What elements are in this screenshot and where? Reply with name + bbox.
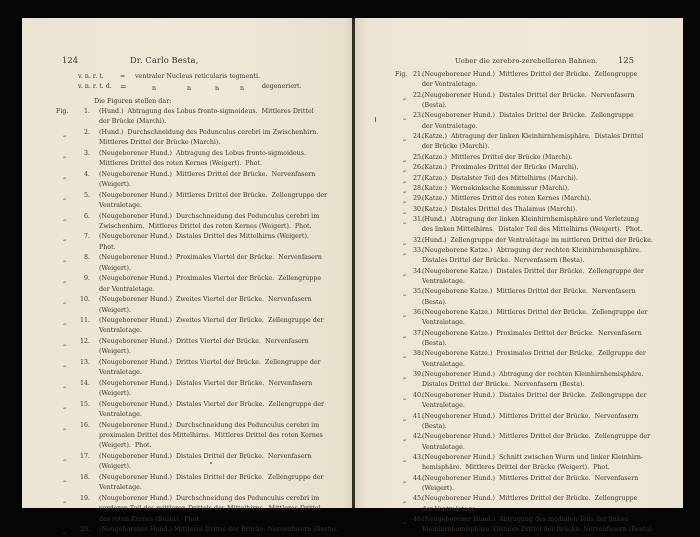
figure-mark: „ bbox=[403, 455, 407, 463]
figure-number: 8. bbox=[83, 254, 90, 262]
figure-caption-line: (Weigert). Phot. bbox=[99, 442, 152, 450]
figure-number: 9. bbox=[83, 275, 90, 283]
figure-caption-line: (Katze.) Mittleres Drittel des roten Kernes (Marchi). bbox=[422, 195, 592, 203]
figure-caption-line: vorderen Teil des mittleren Drittels des Mittelhirns. Mittleres Drittel bbox=[99, 505, 321, 513]
figure-caption-line: (Neugeborener Hund.) Distales Drittel der Brücke. Zellengruppe der bbox=[99, 473, 324, 481]
figure-caption-line: der Brücke (Marchi). bbox=[422, 143, 490, 151]
figure-caption-line: (Neugeborene Katze.) Mittleres Drittel der Brücke. Nervenfasern bbox=[422, 288, 636, 296]
figure-caption-line: (Katze.) Wernekinksche Kommissur (Marchi). bbox=[422, 184, 570, 192]
figure-mark: „ bbox=[63, 496, 67, 504]
figure-number: 17. bbox=[79, 452, 90, 460]
figure-caption-line: der Brücke (Marchi). bbox=[99, 118, 167, 126]
figure-mark: „ bbox=[403, 393, 407, 401]
figure-mark: „ bbox=[63, 130, 67, 138]
figure-number: 38. bbox=[412, 350, 423, 358]
figure-caption-line: (Weigert). bbox=[99, 306, 131, 314]
figure-caption-line: (Neugeborener Hund.) Distales Viertel der Brücke. Nervenfasern bbox=[99, 379, 313, 387]
running-head: Dr. Carlo Besta, bbox=[130, 55, 199, 65]
figure-number: 25. bbox=[412, 153, 423, 161]
figure-mark: „ bbox=[63, 172, 67, 180]
figure-number: 15. bbox=[79, 400, 90, 408]
figure-caption-line: proximalen Drittel des Mittelhirns. Mittleres Drittel des roten Kernes bbox=[99, 431, 323, 439]
figure-caption-line: Ventraletage. bbox=[99, 202, 142, 210]
figure-caption-line: (Besta). bbox=[422, 298, 447, 306]
figure-mark: „ bbox=[63, 360, 67, 368]
figure-mark: „ bbox=[403, 93, 407, 101]
figure-caption-line: (Neugeborene Katze.) Proximales Drittel der Brücke. Zellgruppe der bbox=[422, 350, 646, 358]
figure-mark: Fig. bbox=[395, 71, 408, 78]
figure-caption-line: (Neugeborener Hund.) Proximales Viertel der Brücke. Zellengruppe bbox=[99, 275, 322, 283]
figure-caption-line: (Weigert). bbox=[99, 348, 131, 356]
speck bbox=[375, 117, 376, 122]
figure-mark: „ bbox=[403, 238, 407, 246]
figure-number: 16. bbox=[79, 421, 90, 429]
figure-caption-line: (Neugeborener Hund.) Abtragung des Lobus fronto-sigmoideus. bbox=[99, 149, 307, 157]
figure-caption-line: (Neugeborener Hund.) Durchschneidung des Pedunculus cerebri im bbox=[99, 421, 320, 429]
figure-number: 24. bbox=[412, 133, 423, 141]
figure-caption-line: Distales Drittel der Brücke. Nervenfasern (Besta). bbox=[422, 257, 585, 265]
figure-number: 32. bbox=[412, 236, 423, 244]
figure-caption-line: (Katze.) Abtragung der linken Kleinhirnhemisphäre. Distales Drittel bbox=[422, 133, 644, 141]
figure-caption-line: hemisphäre. Mittleres Drittel der Brücke (Weigert). Phot. bbox=[422, 464, 610, 472]
abbreviation-label: v. n. r. t. bbox=[78, 73, 104, 80]
figure-mark: „ bbox=[63, 151, 67, 159]
figure-number: 42. bbox=[412, 433, 423, 441]
figure-mark: „ bbox=[403, 435, 407, 443]
figures-intro: Die Figuren stellen dar: bbox=[94, 97, 172, 105]
figure-number: 10. bbox=[79, 296, 90, 304]
figure-mark: „ bbox=[403, 331, 407, 339]
figure-number: 41. bbox=[412, 412, 423, 420]
figure-number: 29. bbox=[412, 195, 423, 203]
figure-number: 31. bbox=[412, 215, 423, 223]
figure-caption-line: Ventraletage. bbox=[99, 327, 142, 335]
figure-caption-line: Ventraletage. bbox=[99, 484, 142, 492]
figure-caption-line: (Neugeborene Katze.) Distales Drittel der Brücke. Zellengruppe der bbox=[422, 267, 644, 275]
figure-caption-line: (Neugeborener Hund.) Durchschneidung des Pedunculus cerebri im bbox=[99, 494, 320, 502]
figure-mark: „ bbox=[63, 277, 67, 285]
figure-mark: „ bbox=[403, 197, 407, 205]
figure-caption-line: (Neugeborener Hund.) Drittes Viertel der Brücke. Zellengruppe der bbox=[99, 358, 321, 366]
figure-mark: „ bbox=[403, 269, 407, 277]
figure-caption-line: (Besta). bbox=[422, 102, 447, 110]
right-page bbox=[355, 18, 683, 534]
figure-caption-line: der Ventraletage. bbox=[422, 122, 478, 130]
left-page bbox=[22, 18, 353, 535]
figure-caption-line: (Hund.) Zellengruppe der Ventraletage im mittleren Drittel der Brücke. bbox=[422, 236, 653, 244]
figure-number: 7. bbox=[83, 233, 90, 241]
figure-caption-line: des roten Kernes (Besta). Phot. bbox=[99, 515, 201, 523]
figure-caption-line: Ventraletage. bbox=[422, 277, 465, 285]
figure-caption-line: (Hund.) Abtragung des Lobus fronto-sigmoideus. Mittleres Drittel bbox=[99, 108, 314, 115]
figure-caption-line: Ventraletage. bbox=[422, 360, 465, 368]
figure-caption-line: (Weigert). bbox=[99, 181, 131, 189]
figure-caption-line: (Neugeborene Katze.) Proximales Drittel der Brücke. Nervenfasern bbox=[422, 329, 642, 337]
figure-number: 1. bbox=[83, 108, 90, 115]
figure-caption-line: Distales Drittel der Brücke. Nervenfasern (Besta). bbox=[422, 381, 585, 389]
figure-mark: „ bbox=[403, 248, 407, 256]
figure-caption-line: (Neugeborener Hund.) Schnitt zwischen Wurm und linker Kleinhirn- bbox=[422, 453, 644, 461]
figure-mark: „ bbox=[63, 381, 67, 389]
abbreviation-label: v. n. r. t. d. bbox=[78, 83, 112, 90]
figure-caption-line: des linken Mittelhirns. Distaler Teil des Mittelhirns (Weigert). Phot. bbox=[422, 226, 643, 234]
figure-caption-line: (Neugeborener Hund.) Drittes Viertel der Brücke. Nervenfasern bbox=[99, 337, 309, 345]
figure-caption-line: (Katze.) Distalster Teil des Mittelhirns (Marchi). bbox=[422, 174, 578, 182]
figure-caption-line: (Katze.) Distales Drittel des Thalamus (Marchi). bbox=[422, 205, 578, 213]
figure-caption-line: (Neugeborener Hund.) Mittleres Drittel der Brücke. Zellengruppe der bbox=[99, 191, 328, 199]
figure-mark: „ bbox=[63, 256, 67, 264]
figure-caption-line: (Neugeborener Hund.) Distales Drittel des Mittelhirns (Weigert). bbox=[99, 233, 309, 241]
figure-mark: „ bbox=[403, 497, 407, 505]
figure-mark: „ bbox=[63, 298, 67, 306]
figure-number: 3. bbox=[83, 149, 90, 157]
figure-number: 12. bbox=[79, 337, 90, 345]
figure-number: 44. bbox=[412, 474, 423, 482]
figure-number: 21. bbox=[412, 71, 423, 78]
figure-number: 20. bbox=[79, 526, 90, 533]
page-number: 125 bbox=[618, 55, 635, 65]
figure-mark: Fig. bbox=[56, 108, 69, 115]
figure-caption-line: (Neugeborener Hund.) Proximales Viertel der Brücke. Nervenfasern bbox=[99, 254, 322, 262]
figure-caption-line: (Besta). bbox=[422, 340, 447, 348]
figure-mark: „ bbox=[63, 454, 67, 462]
figure-caption-line: Ventraletage. bbox=[99, 411, 142, 419]
figure-number: 33. bbox=[412, 246, 423, 254]
figure-caption-line: (Neugeborene Katze.) Mittleres Drittel der Brücke. Zellengruppe der bbox=[422, 309, 648, 317]
figure-caption-line: (Neugeborene Katze.) Abtragung der rechten Kleinhirnhemisphäre. bbox=[422, 246, 642, 254]
ditto-mark: n bbox=[187, 85, 192, 92]
figure-mark: „ bbox=[63, 423, 67, 431]
ditto-mark: n bbox=[152, 85, 157, 92]
page-number: 124 bbox=[62, 55, 79, 65]
figure-caption-line: (Katze.) Mittleres Drittel der Brücke (Marchi). bbox=[422, 153, 573, 161]
figure-caption-line: (Neugeborener Hund.) Distales Drittel der Brücke. Zellengruppe bbox=[422, 112, 634, 120]
figure-mark: „ bbox=[403, 414, 407, 422]
figure-mark: „ bbox=[63, 193, 67, 201]
figure-caption-line: (Weigert). bbox=[422, 484, 454, 492]
figure-number: 35. bbox=[412, 288, 423, 296]
figure-mark: „ bbox=[63, 319, 67, 326]
figure-caption-line: (Neugeborener Hund.) Distales Drittel der Brücke. Nervenfasern bbox=[99, 452, 312, 460]
figure-caption-line: (Neugeborener Hund.) Mittleres Drittel der Brücke. Zellengruppe bbox=[422, 495, 638, 503]
figure-mark: „ bbox=[403, 518, 407, 526]
figure-mark: „ bbox=[63, 402, 67, 410]
figure-mark: „ bbox=[403, 290, 407, 298]
figure-caption-line: Ventraletage. bbox=[99, 369, 142, 377]
figure-number: 27. bbox=[412, 174, 423, 182]
figure-caption-line: (Neugeborener Hund.) Mittleres Drittel der Brücke. Zellengruppe bbox=[422, 71, 638, 78]
figure-caption-line: Mittleres Drittel der Brücke (Marchi). bbox=[99, 139, 221, 147]
figure-caption-line: (Weigert). bbox=[99, 264, 131, 272]
figure-caption-line: (Hund.) Durchschneidung des Pedunculus cerebri im Zwischenhirn. bbox=[99, 128, 319, 136]
figure-number: 26. bbox=[412, 164, 423, 172]
equals-sign: = bbox=[120, 73, 126, 80]
figure-caption-line: Ventraletage. bbox=[422, 402, 465, 410]
figure-mark: „ bbox=[63, 235, 67, 243]
figure-mark: „ bbox=[403, 217, 407, 225]
figure-caption-line: Ventraletage. bbox=[422, 319, 465, 327]
figure-caption-line: (Neugeborener Hund.) Mittleres Drittel der Brücke. Nervenfasern bbox=[99, 170, 316, 178]
figure-caption-line: (Besta). bbox=[422, 422, 447, 430]
figure-mark: „ bbox=[403, 135, 407, 143]
equals-sign: = bbox=[120, 82, 127, 91]
figure-caption-line: (Neugeborener Hund.) Distales Drittel der Brücke. Nervenfasern bbox=[422, 91, 635, 99]
figure-number: 45. bbox=[412, 495, 423, 503]
figure-caption-line: (Neugeborener Hund.) Abtragung des medialen Teils der linken bbox=[422, 516, 629, 524]
figure-caption-line: Phot. bbox=[99, 243, 116, 251]
figure-caption-line: der Ventraletage. bbox=[422, 81, 478, 89]
figure-mark: „ bbox=[63, 339, 67, 347]
figure-mark: „ bbox=[403, 352, 407, 360]
figure-caption-line: (Neugeborener Hund.) Distales Viertel der Brücke. Zellengruppe der bbox=[99, 400, 325, 408]
figure-mark: „ bbox=[403, 114, 407, 122]
figure-number: 22. bbox=[412, 91, 423, 99]
figure-number: 39. bbox=[412, 371, 423, 379]
figure-mark: „ bbox=[403, 166, 407, 174]
figure-caption-line: der Ventraletage. bbox=[422, 505, 478, 513]
figure-number: 36. bbox=[412, 309, 423, 317]
abbreviation-text: degeneriert. bbox=[262, 83, 302, 90]
figure-caption-line: Kleinhirnhemisphäre. Distales Drittel der Brücke. Nervenfasern (Besta). bbox=[422, 526, 654, 534]
figure-number: 5. bbox=[83, 191, 90, 199]
figure-number: 11. bbox=[79, 317, 90, 324]
figure-number: 2. bbox=[83, 128, 90, 136]
ditto-mark: n bbox=[240, 85, 245, 92]
figure-caption-line: (Katze.) Proximales Drittel der Brücke (Marchi). bbox=[422, 164, 579, 172]
figure-caption-line: (Neugeborener Hund.) Distales Drittel der Brücke. Zellengruppe der bbox=[422, 391, 647, 399]
figure-mark: „ bbox=[403, 311, 407, 319]
figure-caption-line: (Neugeborener Hund.) Mittleres Drittel der Brücke. Nervenfasern bbox=[422, 412, 639, 420]
figure-caption-line: Mittleres Drittel des roten Kernes (Weigert). Phot. bbox=[99, 160, 263, 168]
figure-number: 4. bbox=[83, 170, 90, 178]
figure-mark: „ bbox=[63, 214, 67, 222]
figure-number: 43. bbox=[412, 453, 423, 461]
figure-number: 14. bbox=[79, 379, 90, 387]
figure-number: 19. bbox=[79, 494, 90, 502]
abbreviation-text: ventraler Nucleus reticularis tegmenti. bbox=[135, 73, 260, 80]
figure-caption-line: (Weigert). bbox=[99, 463, 131, 471]
figure-number: 6. bbox=[83, 212, 90, 220]
figure-caption-line: Ventraletage. bbox=[422, 443, 465, 451]
figure-number: 46. bbox=[412, 516, 423, 524]
figure-mark: „ bbox=[403, 176, 407, 184]
figure-caption-line: der Ventraletage. bbox=[99, 285, 155, 293]
figure-caption-line: (Neugeborener Hund.) Zweites Viertel der Brücke. Nervenfasern bbox=[99, 296, 312, 304]
figure-caption-line: Zwischenhirn. Mittleres Drittel des roten Kernes (Weigert). Phot. bbox=[99, 222, 312, 230]
figure-caption-line: (Neugeborener Hund.) Mittleres Drittel der Brücke. Nervenfasern bbox=[422, 474, 639, 482]
figure-number: 30. bbox=[412, 205, 423, 213]
figure-number: 28. bbox=[412, 184, 423, 192]
figure-mark: „ bbox=[403, 476, 407, 484]
figure-caption-line: (Neugeborener Hund.) Mittleres Drittel der Brücke. Nervenfasern (Besta). bbox=[99, 526, 339, 533]
figure-caption-line: (Hund.) Abtragung der linken Kleinhirnhemisphäre und Verletzung bbox=[422, 215, 639, 223]
figure-number: 18. bbox=[79, 473, 90, 481]
figure-caption-line: (Neugeborener Hund.) Abtragung der rechten Kleinhirnhemisphäre. bbox=[422, 371, 644, 379]
figure-caption-line: (Neugeborener Hund.) Zweites Viertel der Brücke. Zellengruppe der bbox=[99, 317, 324, 324]
figure-number: 40. bbox=[412, 391, 423, 399]
figure-number: 23. bbox=[412, 112, 423, 120]
figure-mark: „ bbox=[403, 207, 407, 215]
figure-mark: „ bbox=[403, 155, 407, 163]
figure-mark: „ bbox=[63, 528, 67, 535]
figure-number: 13. bbox=[79, 358, 90, 366]
figure-caption-line: (Neugeborener Hund.) Mittleres Drittel der Brücke. Zellengruppe der bbox=[422, 433, 651, 441]
speck bbox=[210, 462, 212, 464]
figure-caption-line: (Neugeborener Hund.) Durchschneidung des Pedunculus cerebri im bbox=[99, 212, 320, 220]
figure-number: 34. bbox=[412, 267, 423, 275]
figure-mark: „ bbox=[63, 475, 67, 483]
figure-mark: „ bbox=[403, 373, 407, 381]
running-head: Ueber die zerebro-zerebellaren Bahnen. bbox=[455, 57, 598, 65]
figure-caption-line: (Weigert). bbox=[99, 390, 131, 398]
figure-number: 37. bbox=[412, 329, 423, 337]
ditto-mark: n bbox=[215, 85, 220, 92]
figure-mark: „ bbox=[403, 186, 407, 194]
